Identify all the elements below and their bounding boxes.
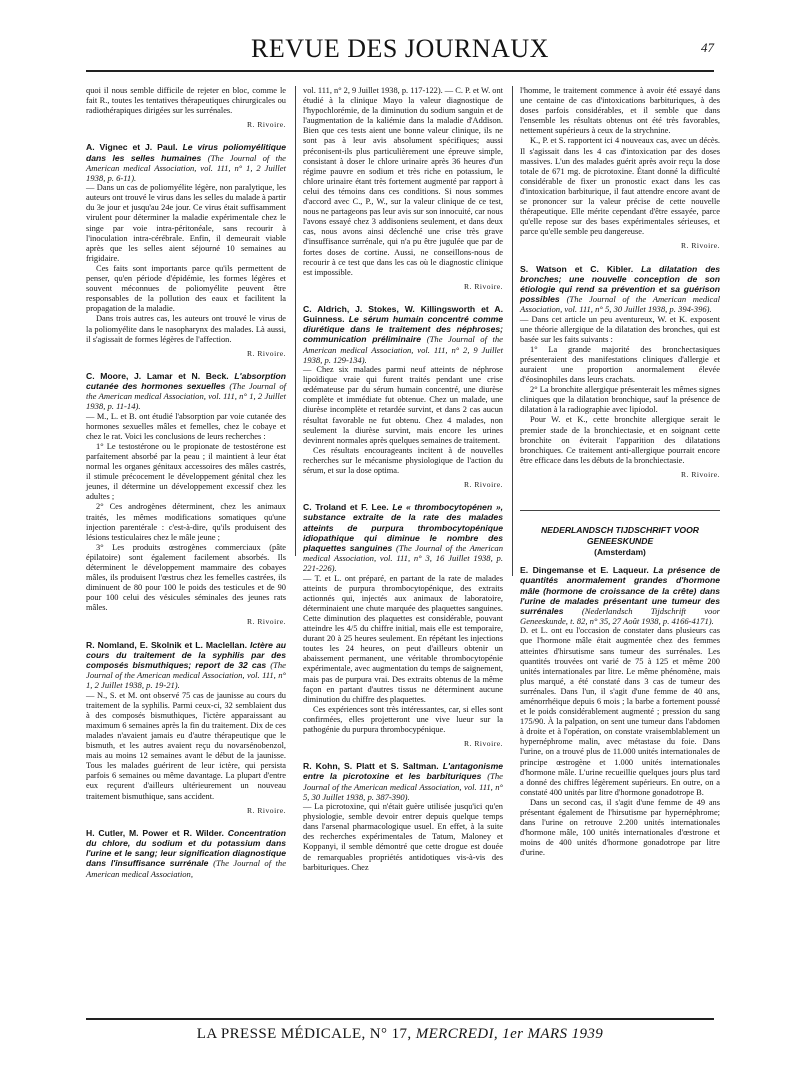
article [86, 640, 286, 816]
signature: R. Rivoire. [680, 469, 720, 479]
article-reference: (The Journal of the American medical Association, vol. 111, n° 3, 16 Juillet 1938, p. 221-226). [303, 543, 504, 574]
article-title: Le virus poliomyélitique dans les selles humaines [86, 142, 286, 163]
paragraph: Pour W. et K., cette bronchite allergique serait le premier stade de la bronchiectasie, et en soignant cette bronchite on éviterait l'apparition des dilatations bronchiques. Ce traitement anti-allergique pourrait encore être efficace dans les débuts de la bronchiectasie. [520, 415, 720, 465]
paragraph: D. et L. ont eu l'occasion de constater dans plusieurs cas que l'hormone mâle était augmentée chez des femmes atteintes d'hirsutisme sans tumeur des surrénales. Les quantités trouvées ont varié de 75 à 125 et même 200 unités internationales par litre. Le même phénomène, mais plus marqué, a été constaté dans 3 cas de tumeur des surrénales. Dans l'un, il s'agit d'une femme de 40 ans, aménorrhéique depuis 6 mois ; la barbe a fortement poussé et le poids considérablement augmenté ; pression du sang 175/90. À la palpation, on sent une tumeur dans l'abdomen à droite et à l'opération, on constate vraisemblablement un hypernéphrome malin, avec métastase du foie. Dans l'urine, on a trouvé plus de 11.000 unités internationales de principe œstrogène et 1.000 unités internationales d'hormone mâle. L'urine recueillie quelques jours plus tard a donné des chiffres légèrement supérieurs. En outre, on a constaté 400 unités par litre d'hormone gonadotrope B. [520, 626, 720, 797]
paragraph: — T. et L. ont préparé, en partant de la rate de malades atteints de purpura thrombocytopénique, des extraits actionnés qui, injectés aux animaux de laboratoire, déterminaient une chute marquée des plaquettes sanguines. Cette diminution des plaquettes est considérable, pouvant atteindre les 4/5 du chiffre initial, mais elle est temporaire, durant 20 à 25 heures seulement. En répétant les injections toutes les 24 heures, on peut d'ailleurs obtenir un abaissement permanent, une véritable thrombocytopénie expérimentale, avec augmentation du temps de saignement, mais pas de purpura vrai. Des extraits obtenus de la même façon en partant d'autres tissus ne déterminent aucune diminution du chiffre des plaquettes. [303, 573, 503, 704]
paragraph: — Chez six malades parmi neuf atteints de néphrose lipoïdique vraie qui furent traités pendant une crise œdémateuse par du sérum humain concentré, une diurèse complète et immédiate fut obtenue. Chez un malade, une diurèse incomplète et retardée survint, et dans 2 cas aucun résultat favorable ne fut obtenu. Chez 4 malades, non seulement la diurèse survint, mais encore les urines devinrent normales après quelques semaines de traitement. [303, 365, 503, 445]
signature: R. Rivoire. [463, 281, 503, 291]
article-heading [520, 264, 720, 315]
article-reference: (The Journal of the American medical Association, vol. 111, n° 1, 2 Juillet 1938, p. 11-14). [86, 380, 287, 412]
publication-date: MERCREDI, 1er MARS 1939 [415, 1026, 604, 1042]
journal-section-city: (Amsterdam) [594, 547, 646, 558]
article-authors: R. Kohn, S. Platt et S. Saltman. [303, 761, 439, 772]
article [86, 142, 286, 358]
signature: R. Rivoire. [463, 480, 503, 490]
signature: R. Rivoire. [246, 120, 286, 130]
article [303, 761, 503, 872]
article [86, 828, 286, 879]
article-authors: C. Moore, J. Lamar et N. Beck. [86, 370, 229, 381]
paragraph: — Dans cet article un peu aventureux, W. et K. exposent une théorie allergique de la dilatation des bronches, qui est basée sur les faits suivants : [520, 314, 720, 344]
article-columns [86, 86, 720, 1016]
paragraph: Dans un second cas, il s'agit d'une femme de 49 ans présentant également de l'hirsutisme par hypernéphrome; dans l'urine on retrouve 2.200 unités internationales d'hormone mâle, 100 unités internationales d'œstrone et moins de 400 unités d'hormone gonadotrope par litre d'urine. [520, 797, 720, 858]
article-heading [303, 502, 503, 573]
article-heading [520, 565, 720, 626]
signature: R. Rivoire. [246, 805, 286, 815]
article-reference: (Nederlandsch Tijdschrift voor Geneeskunde, t. 82, n° 35, 27 Août 1938, p. 4166-4171). [520, 605, 720, 627]
paragraph: 1° Le testostérone ou le propionate de testostérone est parfaitement absorbé par la peau ; il maintient à leur état normal les organes génitaux accessoires des mâles castrés, il stimule précocement le développement génital chez les jeunes, il détermine un développement excessif chez les adultes ; [86, 441, 286, 502]
paragraph: Ces expériences sont très intéressantes, car, si elles sont confirmées, elles projetteront une vive lueur sur la pathogénie du purpura thrombocypénique. [303, 704, 503, 735]
article [303, 304, 503, 490]
article-reference: (The Journal of the American medical Association, vol. 111, n° 5, 30 Juillet 1938, p. 394-396). [520, 294, 720, 315]
column-3 [520, 86, 720, 858]
paragraph: vol. 111, n° 2, 9 Juillet 1938, p. 117-122). — C. P. et W. ont étudié à la clinique Mayo la valeur diagnostique de l'hypochlorémie, de la diminution du sodium sanguin et de l'augmentation de la kaliémie dans la maladie d'Addison. Bien que ces tests aient une bonne valeur clinique, ils ne sont pas à leur avis absolument spécifiques; aussi préconisent-ils plus particulièrement une épreuve simple, consistant à doser le chlore urinaire après 36 heures d'un régime pauvre en sodium et très riche en potassium, le chlore urinaire étant très fortement augmenté par rapport à celui des témoins dans ces conditions. Si nous sommes d'accord avec C., P., W., sur la valeur clinique de ce test, nous ne partageons pas leur avis sur son innocuité, car nous l'avons essayé chez 3 addisoniens seulement, et dans deux cas, nous avons ainsi déclenché une crise très grave d'insuffisance surrénale, qui n'a pu être jugulée que par de fortes doses de cortine. Aussi, ne conseillons-nous de recourir à ce test que dans les cas où le diagnostic clinique est impossible. [303, 86, 503, 277]
publication-name: LA PRESSE MÉDICALE, N° 17, [196, 1026, 412, 1042]
article-authors: S. Watson et C. Kibler. [520, 263, 634, 274]
signature: R. Rivoire. [680, 241, 720, 251]
journal-section-heading: NEDERLANDSCH TIJDSCHRIFT VOOR GENEESKUNDE [520, 510, 720, 547]
article-title: Concentration du chlore, du sodium et du potassium dans l'urine et le sang; leur signification diagnostique dans l'insuffisance surrénale [86, 827, 286, 869]
article-heading [86, 142, 286, 183]
article [520, 565, 720, 858]
article-heading [303, 304, 503, 365]
article-title: Ictère au cours du traitement de la syphilis par des composés bismuthiques; report de 32 cas [86, 639, 286, 670]
article-heading [86, 828, 286, 879]
page-header [86, 30, 714, 72]
article-reference: (The Journal of the American medical Association, vol. 111, n° 5, 30 Juillet 1938, p. 387-390). [303, 771, 503, 802]
article-authors: C. Troland et F. Lee. [303, 502, 389, 513]
paragraph: — Dans un cas de poliomyélite légère, non paralytique, les auteurs ont trouvé le virus dans les selles du malade à partir du 3e jour et jusqu'au 24e jour. Ce virus était suffisamment virulent pour déterminer la maladie expérimentale chez le singe par voie intra-péritonéale, sans recourir à l'inoculation intra-cérébrale. Enfin, il demeurait viable après que les selles aient séjourné 10 semaines au frigidaire. [86, 183, 286, 263]
article-authors: H. Cutler, M. Power et R. Wilder. [86, 827, 224, 838]
footer-text [86, 1026, 714, 1043]
article-authors: E. Dingemanse et E. Laqueur. [520, 565, 649, 576]
article-authors: C. Aldrich, J. Stokes, W. Killingsworth et A. Guinness. [303, 303, 503, 325]
page-number: 47 [701, 40, 714, 55]
paragraph: 1° La grande majorité des bronchectasiques présenteraient des manifestations cliniques d'allergie et auraient une proportion anormalement élevée d'éosinophiles dans leurs crachats. [520, 344, 720, 385]
article-reference: (The Journal of the American medical Association, vol. 111, n° 1, 2 Juillet 1938, p. 6-11). [86, 152, 286, 183]
paragraph: Ces faits sont importants parce qu'ils permettent de penser, qu'en période d'épidémie, les formes légères et souvent méconnues de poliomyélite peuvent être responsables de la pollution des eaux et facilitent la propagation de la maladie. [86, 263, 286, 314]
article-authors: A. Vignec et J. Paul. [86, 142, 178, 153]
article-title: La présence de quantités anormalement grandes d'hormone mâle (hormone de croissance de la crête) dans l'urine de malades présentant une tumeur des surrénales [520, 565, 720, 616]
article-reference: (The Journal of the American medical Association, vol. 111, n° 2, 9 Juillet 1938, p. 129-134). [303, 334, 503, 365]
article-title: Le sérum humain concentré comme diurétique dans le traitement des néphroses; communication préliminaire [303, 314, 504, 345]
article [303, 502, 503, 749]
signature: R. Rivoire. [463, 739, 503, 749]
column-1 [86, 86, 286, 879]
paragraph: — N., S. et M. ont observé 75 cas de jaunisse au cours du traitement de la syphilis. Parmi ceux-ci, 32 semblaient dus à des composés bismuthiques, l'ictère apparaissant au maximum 6 semaines après la fin du traitement. Dix de ces malades n'avaient jamais eu d'autre thérapeutique que le bismuth, et les autres avaient reçu du novarsénobenzol, mais au moins 12 semaines avant le début de la jaunisse. Tous les malades guérirent de leur ictère, qui persista parfois 6 semaines ou même davantage. La plupart d'entre eux reçurent d'ailleurs ultérieurement un nouveau traitement bismuthique, sans accident. [86, 690, 286, 801]
paragraph: — M., L. et B. ont étudié l'absorption par voie cutanée des hormones sexuelles mâles et femelles, chez le cobaye et chez le rat. Voici les conclusions de leurs recherches : [86, 411, 286, 441]
journal-section-title: REVUE DES JOURNAUX [251, 34, 549, 63]
paragraph: quoi il nous semble difficile de rejeter en bloc, comme le fait R., toutes les tentatives thérapeutiques chirurgicales ou radiothérapiques dirigées sur les surrénales. [86, 86, 286, 116]
article-heading [303, 761, 503, 802]
article-title: L'absorption cutanée des hormones sexuelles [86, 370, 287, 391]
article-heading [86, 640, 286, 691]
article-heading [86, 371, 286, 412]
article [86, 371, 286, 628]
paragraph: l'homme, le traitement commence à avoir été essayé dans une centaine de cas d'intoxications barbituriques, à des doses parfois considérables, et il semble que dans l'ensemble les résultats obtenus ont été très favorables, nettement supérieurs à ceux de la strychnine. [520, 86, 720, 136]
paragraph: Ces résultats encourageants incitent à de nouvelles recherches sur le mécanisme physiologique de l'action du sérum, et sur la dose optima. [303, 445, 503, 476]
column-divider [512, 86, 513, 576]
column-2 [303, 86, 503, 873]
article-title: L'antagonisme entre la picrotoxine et les barbituriques [303, 761, 503, 782]
signature: R. Rivoire. [246, 348, 286, 358]
article-reference: (The Journal of the American medical Association, vol. 111, n° 1, 2 Juillet 1938, p. 19-21). [86, 659, 286, 691]
paragraph: 2° La bronchite allergique présenterait les mêmes signes cliniques que la dilatation bronchique, sauf la présence de dilatation à la radiographie avec lipiodol. [520, 385, 720, 415]
paragraph: K., P. et S. rapportent ici 4 nouveaux cas, avec un décès. Il s'agissait dans les 4 cas d'intoxication par des doses massives. L'un des malades guérit après avoir reçu la dose totale de 671 mg. de picrotoxine. Étant donné la difficulté considérable de fixer un pronostic exact dans les cas d'intoxication barbiturique, il faut attendre encore avant de se prononcer sur la valeur précise de cette nouvelle thérapeutique. Elle mérite cependant d'être essayée, parce qu'elle repose sur des bases expérimentales sérieuses, et parce qu'elle semble peu dangereuse. [520, 136, 720, 237]
paragraph: — La picrotoxine, qui n'était guère utilisée jusqu'ici qu'en physiologie, semble devoir entrer depuis quelque temps dans l'arsenal pharmacologique usuel. En effet, à la suite des recherches expérimentales de Tatum, Maloney et Koppanyi, il semble démontré que cette drogue est douée de remarquables propriétés antidotiques vis-à-vis des barbituriques. Chez [303, 802, 503, 872]
article-title: La dilatation des bronches; une nouvelle conception de son étiologie qui rend sa prévention et sa guérison possibles [520, 263, 721, 305]
article-authors: R. Nomland, E. Skolnik et L. Maclellan. [86, 639, 247, 650]
article-reference: (The Journal of the American medical Association, [86, 858, 287, 879]
paragraph: Dans trois autres cas, les auteurs ont trouvé le virus de la poliomyélite dans le nasopharynx des malades. Là aussi, il s'agissait de formes légères de l'affection. [86, 314, 286, 344]
column-divider [295, 86, 296, 556]
article [520, 264, 720, 481]
signature: R. Rivoire. [246, 617, 286, 627]
article-title: Le « thrombocytopénen », substance extraite de la rate des malades atteints de purpura thrombocytopénique idiopathique qui diminue le nombre des plaquettes sanguines [303, 502, 503, 554]
page-footer [86, 1018, 714, 1050]
paragraph: 2° Ces androgènes déterminent, chez les animaux traités, les mêmes modifications somatiques qu'une injection parentérale : c'est-à-dire, qu'ils produisent des lésions testiculaires chez le mâle jeune ; [86, 502, 286, 542]
paragraph: 3° Les produits œstrogènes commerciaux (pâte épilatoire) sont également facilement absorbés. Ils déterminent le développement mammaire des cobayes mâles, ils produisent l'œstrus chez les femelles castrées, ils diminuent de 80 pour 100 le poids des testicules et de 90 pour 100 celui des vésicules séminales des jeunes rats mâles. [86, 542, 286, 613]
